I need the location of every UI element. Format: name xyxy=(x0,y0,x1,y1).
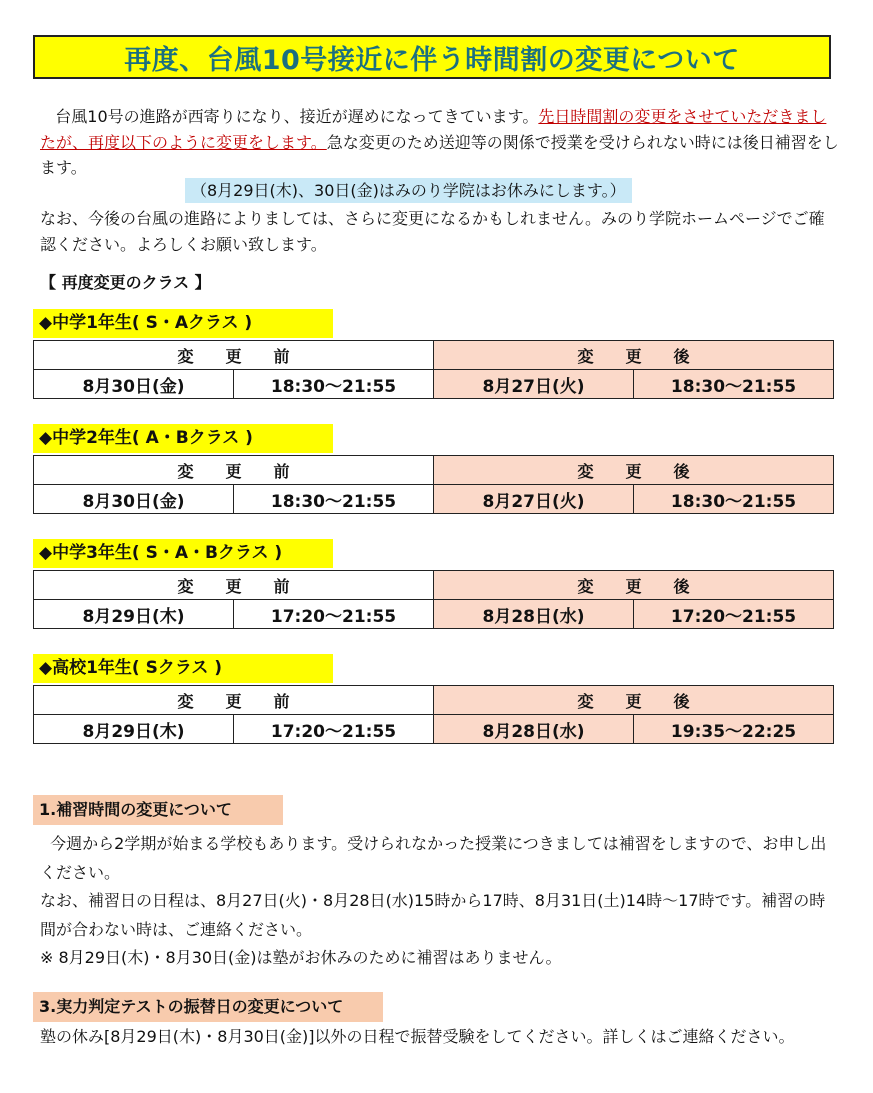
test-reschedule-text: 塾の休み[8月29日(木)・8月30日(金)]以外の日程で振替受験をしてください。詳しくはご連絡ください。 xyxy=(40,1027,795,1046)
supplementary-text-2: なお、補習日の日程は、8月27日(火)・8月28日(水)15時から17時、8月31日(土)14時～17時です。補習の時間が合わない時は、ご連絡ください。 xyxy=(40,891,826,939)
schedule-table-jh1 xyxy=(33,340,834,399)
table-row xyxy=(34,370,834,399)
before-date: 8月30日(金) xyxy=(34,485,234,514)
test-reschedule-header: 3.実力判定テストの振替日の変更について xyxy=(33,992,383,1022)
before-time: 17:20～21:55 xyxy=(234,600,434,629)
after-header: 変 更 後 xyxy=(434,686,834,715)
class-label-jh1: ◆中学1年生( S・Aクラス ) xyxy=(33,309,333,338)
table-header-row xyxy=(34,341,834,370)
changed-classes-header: 【 再度変更のクラス 】 xyxy=(40,273,211,292)
intro-red-text: 先日時間割の変更をさせていただきましたが、再度以下のように変更をします。 xyxy=(40,107,827,152)
table-row xyxy=(34,600,834,629)
after-header: 変 更 後 xyxy=(434,341,834,370)
before-header: 変 更 前 xyxy=(34,456,434,485)
table-row xyxy=(34,485,834,514)
after-time: 19:35～22:25 xyxy=(634,715,834,744)
after-date: 8月27日(火) xyxy=(434,485,634,514)
before-date: 8月30日(金) xyxy=(34,370,234,399)
before-date: 8月29日(木) xyxy=(34,715,234,744)
after-header: 変 更 後 xyxy=(434,571,834,600)
schedule-table-jh2 xyxy=(33,455,834,514)
table-header-row xyxy=(34,456,834,485)
after-date: 8月27日(火) xyxy=(434,370,634,399)
after-date: 8月28日(水) xyxy=(434,600,634,629)
title-banner xyxy=(33,35,831,79)
before-header: 変 更 前 xyxy=(34,341,434,370)
intro-paragraph xyxy=(40,104,840,181)
class-label-hs1: ◆高校1年生( Sクラス ) xyxy=(33,654,333,683)
before-time: 18:30～21:55 xyxy=(234,485,434,514)
intro-text-2: 急な変更のため送迎等の関係で授業を受けられない時には後日補習をします。 xyxy=(40,132,839,177)
before-time: 17:20～21:55 xyxy=(234,715,434,744)
table-header-row xyxy=(34,686,834,715)
supplementary-text-3: ※ 8月29日(木)・8月30日(金)は塾がお休みのために補習はありません。 xyxy=(40,948,562,967)
class-label-jh2: ◆中学2年生( A・Bクラス ) xyxy=(33,424,333,453)
closure-notice: （8月29日(木)、30日(金)はみのり学院はお休みにします。） xyxy=(185,178,632,203)
class-label-jh3: ◆中学3年生( S・A・Bクラス ) xyxy=(33,539,333,568)
schedule-table-jh3 xyxy=(33,570,834,629)
before-header: 変 更 前 xyxy=(34,571,434,600)
supplementary-lesson-header: 1.補習時間の変更について xyxy=(33,795,283,825)
table-row xyxy=(34,715,834,744)
before-date: 8月29日(木) xyxy=(34,600,234,629)
before-time: 18:30～21:55 xyxy=(234,370,434,399)
after-date: 8月28日(水) xyxy=(434,715,634,744)
intro-text-1: 台風10号の進路が西寄りになり、接近が遅めになってきています。 xyxy=(55,107,539,126)
after-time: 18:30～21:55 xyxy=(634,370,834,399)
supplementary-lesson-body xyxy=(40,830,840,973)
after-header: 変 更 後 xyxy=(434,456,834,485)
schedule-table-hs1 xyxy=(33,685,834,744)
supplementary-text-1: 今週から2学期が始まる学校もあります。受けられなかった授業につきましては補習をしますので、お申し出ください。 xyxy=(40,834,827,882)
table-header-row xyxy=(34,571,834,600)
after-time: 17:20～21:55 xyxy=(634,600,834,629)
before-header: 変 更 前 xyxy=(34,686,434,715)
test-reschedule-body xyxy=(40,995,840,1052)
after-notice-paragraph: なお、今後の台風の進路によりましては、さらに変更になるかもしれません。みのり学院ホームページでご確認ください。よろしくお願い致します。 xyxy=(40,209,825,254)
after-time: 18:30～21:55 xyxy=(634,485,834,514)
page-title: 再度、台風10号接近に伴う時間割の変更について xyxy=(124,44,740,76)
